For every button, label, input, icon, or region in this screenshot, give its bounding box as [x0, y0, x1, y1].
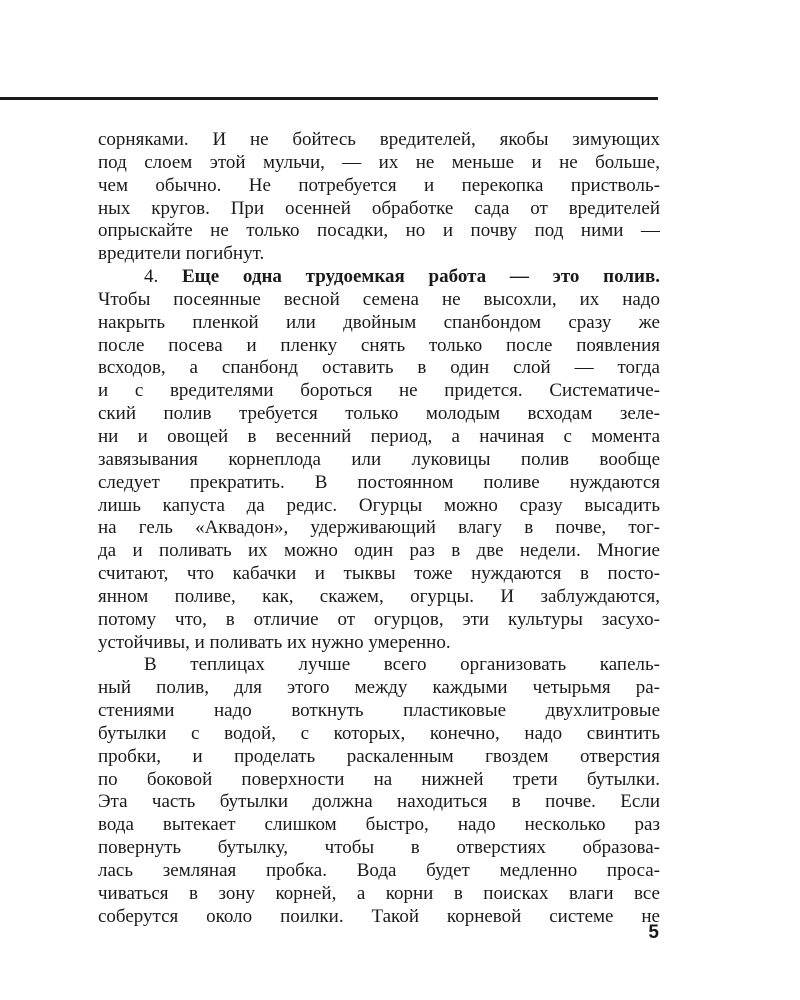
item-bold-lead: Еще одна трудоемкая работа — это полив. [182, 266, 660, 288]
text-line: стениями надо воткнуть пластиковые двухлитровые [98, 700, 660, 722]
text-line: под слоем этой мульчи, — их не меньше и не больше, [98, 151, 660, 173]
text-line: потому что, в отличие от огурцов, эти культуры засухо- [98, 608, 660, 630]
text-line: ный полив, для этого между каждыми четырьмя ра- [98, 677, 660, 699]
text-line: ных кругов. При осенней обработке сада от вредителей [98, 197, 660, 219]
text-line: Эта часть бутылки должна находиться в почве. Если [98, 791, 660, 813]
header-rule [0, 97, 658, 100]
text-line: В теплицах лучше всего организовать капель- [144, 654, 660, 676]
text-line: да и поливать их можно один раз в две недели. Многие [98, 540, 660, 562]
text-line: и с вредителями бороться не придется. Систематиче- [98, 380, 660, 402]
text-line: опрыскайте не только посадки, но и почву под ними — [98, 220, 660, 242]
text-line: вода вытекает слишком быстро, надо несколько раз [98, 814, 660, 836]
item-heading-line [98, 266, 660, 289]
text-line: повернуть бутылку, чтобы в отверстиях образова- [98, 837, 660, 859]
item-number: 4. [144, 266, 159, 288]
page-body [98, 129, 660, 929]
text-line: лишь капуста да редис. Огурцы можно сразу высадить [98, 494, 660, 516]
text-line: ни и овощей в весенний период, а начиная с момента [98, 425, 660, 447]
text-line: вредители погибнут. [98, 243, 265, 265]
text-line: пробки, и проделать раскаленным гвоздем отверстия [98, 745, 660, 767]
text-line: бутылки с водой, с которых, конечно, надо свинтить [98, 722, 660, 744]
text-line: после посева и пленку снять только после появления [98, 334, 660, 356]
text-line: соберутся около поилки. Такой корневой системе не [98, 905, 660, 927]
page-number: 5 [648, 922, 659, 943]
text-line: устойчивы, и поливать их нужно умеренно. [98, 631, 451, 653]
text-line: на гель «Аквадон», удерживающий влагу в почве, тог- [98, 517, 660, 539]
text-line: считают, что кабачки и тыквы тоже нуждаются в посто- [98, 563, 660, 585]
text-line: по боковой поверхности на нижней трети бутылки. [98, 768, 660, 790]
text-line: следует прекратить. В постоянном поливе нуждаются [98, 471, 660, 493]
text-line: чем обычно. Не потребуется и перекопка пристволь- [98, 174, 660, 196]
text-line: Чтобы посеянные весной семена не высохли, их надо [98, 288, 660, 310]
text-line: всходов, а спанбонд оставить в один слой — тогда [98, 357, 660, 379]
text-line: сорняками. И не бойтесь вредителей, якобы зимующих [98, 129, 660, 150]
text-line: накрыть пленкой или двойным спанбондом сразу же [98, 311, 660, 333]
text-line: чиваться в зону корней, а корни в поисках влаги все [98, 882, 660, 904]
text-line: лась земляная пробка. Вода будет медленно проса- [98, 860, 660, 881]
text-line: завязывания корнеплода или луковицы полив вообще [98, 448, 660, 470]
text-line: янном поливе, как, скажем, огурцы. И заблуждаются, [98, 585, 660, 607]
text-line: ский полив требуется только молодым всходам зеле- [98, 403, 660, 425]
